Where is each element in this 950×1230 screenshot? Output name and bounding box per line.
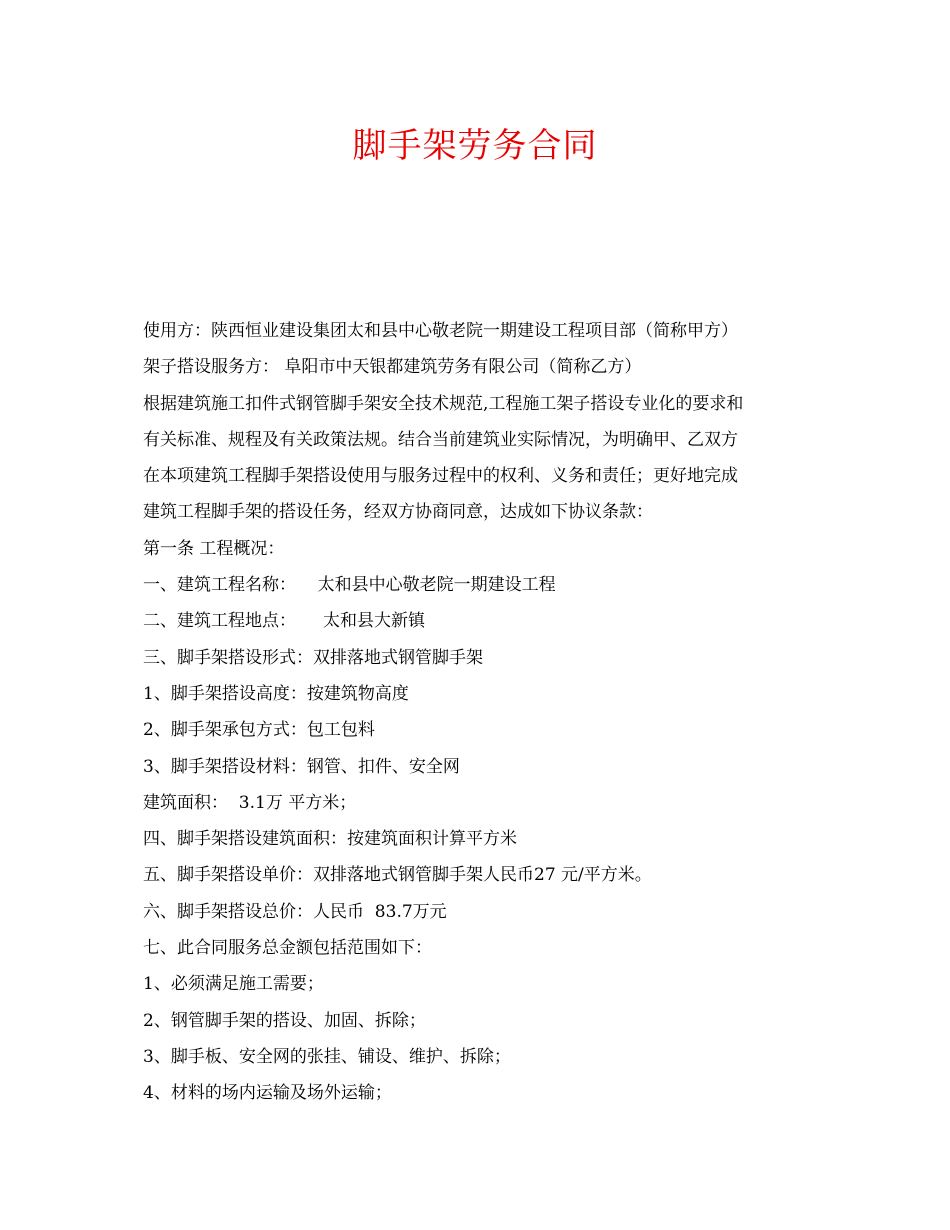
scope-item-3: 3、脚手板、安全网的张挂、铺设、维护、拆除； xyxy=(143,1046,511,1067)
preamble-line-4: 建筑工程脚手架的搭设任务，经双方协商同意，达成如下协议条款： xyxy=(143,502,653,523)
scope-item-2: 2、钢管脚手架的搭设、加固、拆除； xyxy=(143,1010,426,1031)
preamble-line-3: 在本项建筑工程脚手架搭设使用与服务过程中的权利、义务和责任；更好地完成 xyxy=(143,466,738,487)
scope-heading-line: 七、此合同服务总金额包括范围如下： xyxy=(143,938,432,959)
unit-price-line: 五、脚手架搭设单价：双排落地式钢管脚手架人民币27 元/平方米。 xyxy=(143,865,652,886)
scaffold-area-line: 四、脚手架搭设建筑面积：按建筑面积计算平方米 xyxy=(143,829,517,850)
project-name-line: 一、建筑工程名称： 太和县中心敬老院一期建设工程 xyxy=(143,575,556,596)
scaffold-type-line: 三、脚手架搭设形式：双排落地式钢管脚手架 xyxy=(143,647,483,668)
total-price-line: 六、脚手架搭设总价：人民币 83.7万元 xyxy=(143,901,447,922)
document-title: 脚手架劳务合同 xyxy=(352,126,598,166)
clause-party-b: 架子搭设服务方： 阜阳市中天银都建筑劳务有限公司（简称乙方） xyxy=(143,357,642,378)
clause-party-a: 使用方：陕西恒业建设集团太和县中心敬老院一期建设工程项目部（简称甲方） xyxy=(143,321,738,341)
document-body xyxy=(143,313,823,1112)
article-one-heading: 第一条 工程概况： xyxy=(143,538,285,559)
building-area-line: 建筑面积： 3.1万 平方米； xyxy=(143,792,357,813)
scope-item-1: 1、必须满足施工需要； xyxy=(143,974,324,995)
preamble-line-1: 根据建筑施工扣件式钢管脚手架安全技术规范,工程施工架子搭设专业化的要求和 xyxy=(143,393,744,414)
scaffold-height-line: 1、脚手架搭设高度：按建筑物高度 xyxy=(143,683,409,704)
preamble-line-2: 有关标准、规程及有关政策法规。结合当前建筑业实际情况，为明确甲、乙双方 xyxy=(143,429,738,450)
scope-item-4: 4、材料的场内运输及场外运输； xyxy=(143,1083,392,1104)
materials-line: 3、脚手架搭设材料：钢管、扣件、安全网 xyxy=(143,756,460,777)
project-location-line: 二、建筑工程地点： 太和县大新镇 xyxy=(143,611,426,632)
contract-method-line: 2、脚手架承包方式：包工包料 xyxy=(143,720,375,741)
